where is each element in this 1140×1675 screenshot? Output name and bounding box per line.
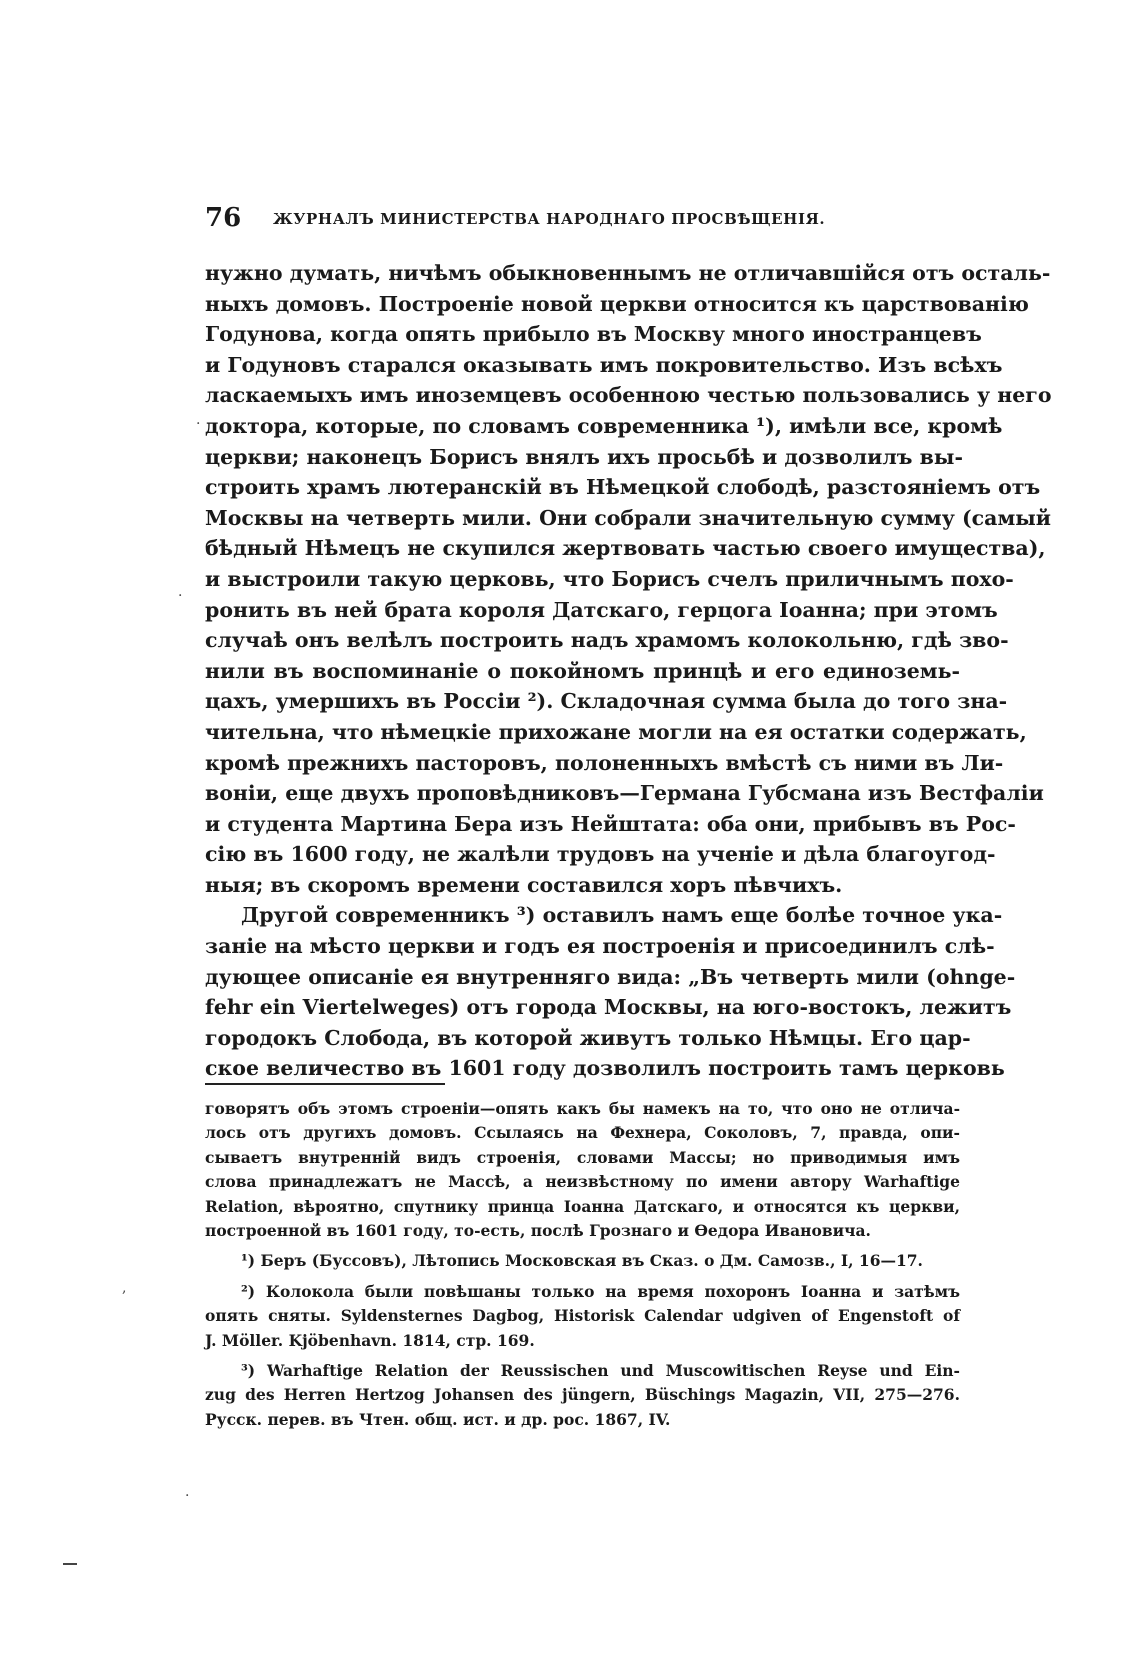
text-line: доктора, которые, по словамъ современника ¹), имѣли все, кромѣ bbox=[205, 413, 1003, 438]
text-line: Другой современникъ ³) оставилъ намъ еще болѣе точное ука- bbox=[241, 903, 1003, 928]
margin-dot: · bbox=[185, 1488, 190, 1504]
text-line: строить храмъ лютеранскій въ Нѣмецкой слободѣ, разстояніемъ отъ bbox=[205, 475, 1041, 500]
text-line: кромѣ прежнихъ пасторовъ, полоненныхъ вмѣстѣ съ ними въ Ли- bbox=[205, 750, 1004, 775]
footnote-line: Relation, вѣроятно, спутнику принца Іоанна Датскаго, и относятся къ церкви, bbox=[205, 1196, 960, 1216]
footnote-1: ¹) Беръ (Буссовъ), Лѣтопись Московская въ Сказ. о Дм. Самозв., I, 16—17. bbox=[241, 1251, 923, 1271]
text-line: и студента Мартина Бера изъ Нейштата: оба они, прибывъ въ Рос- bbox=[205, 811, 1016, 836]
footnotes bbox=[205, 1097, 960, 1432]
text-line: случаѣ онъ велѣлъ построить надъ храмомъ колокольню, гдѣ зво- bbox=[205, 628, 1009, 653]
text-line: и Годуновъ старался оказывать имъ покровительство. Изъ всѣхъ bbox=[205, 352, 1003, 377]
margin-dot: · bbox=[178, 588, 183, 604]
text-line: бѣдный Нѣмецъ не скупился жертвовать частью своего имущества), bbox=[205, 536, 1046, 561]
margin-dot: . bbox=[196, 412, 201, 428]
text-line: цахъ, умершихъ въ Россіи ²). Складочная сумма была до того зна- bbox=[205, 689, 1008, 714]
text-line: церкви; наконецъ Борисъ внялъ ихъ просьбѣ и дозволилъ вы- bbox=[205, 444, 963, 469]
text-line: чительна, что нѣмецкіе прихожане могли на ея остатки содержать, bbox=[205, 719, 1027, 744]
footnote-line: J. Möller. Kjöbenhavn. 1814, стр. 169. bbox=[205, 1330, 535, 1350]
text-line: сію въ 1600 году, не жалѣли трудовъ на ученіе и дѣла благоугод- bbox=[205, 842, 996, 867]
text-line: ныя; въ скоромъ времени составился хоръ пѣвчихъ. bbox=[205, 872, 843, 897]
text-line: Годунова, когда опять прибыло въ Москву много иностранцевъ bbox=[205, 322, 982, 347]
text-line: Москвы на четверть мили. Они собрали значительную сумму (самый bbox=[205, 505, 1052, 530]
text-line: нили въ воспоминаніе о покойномъ принцѣ и его единоземь- bbox=[205, 658, 960, 683]
footnote-line: zug des Herren Hertzog Johansen des jüngern, Büschings Magazin, VII, 275—276. bbox=[205, 1385, 960, 1405]
footnote-3: ³) Warhaftige Relation der Reussischen und Muscowitischen Reyse und Ein- bbox=[241, 1360, 960, 1380]
main-text bbox=[205, 258, 1052, 1084]
text-line: воніи, еще двухъ проповѣдниковъ—Германа Губсмана изъ Вестфаліи bbox=[205, 781, 1044, 806]
footnote-line: лось отъ другихъ домовъ. Ссылаясь на Фехнера, Соколовъ, 7, правда, опи- bbox=[205, 1123, 960, 1143]
text-line: дующее описаніе ея внутренняго вида: „Въ четверть мили (ohnge- bbox=[205, 964, 1016, 989]
text-line: fehr ein Viertelweges) отъ города Москвы, на юго-востокъ, лежитъ bbox=[205, 995, 1012, 1020]
text-line: ласкаемыхъ имъ иноземцевъ особенною честью пользовались у него bbox=[205, 383, 1052, 408]
text-line: нужно думать, ничѣмъ обыкновеннымъ не отличавшійся отъ осталь- bbox=[205, 261, 1051, 285]
margin-dash bbox=[63, 1563, 77, 1565]
text-line: ронить въ ней брата короля Датскаго, герцога Іоанна; при этомъ bbox=[205, 597, 998, 622]
footnote-line: сываетъ внутренній видъ строенія, словами Массы; но приводимыя имъ bbox=[205, 1147, 960, 1167]
running-head bbox=[205, 203, 965, 233]
footnote-2: ²) Колокола были повѣшаны только на время похоронъ Іоанна и затѣмъ bbox=[241, 1281, 960, 1301]
text-line: заніе на мѣсто церкви и годъ ея построенія и присоединилъ слѣ- bbox=[205, 934, 995, 959]
page-number: 76 bbox=[205, 203, 242, 233]
text-line: и выстроили такую церковь, что Борисъ счелъ приличнымъ похо- bbox=[205, 566, 1014, 591]
footnote-line: построенной въ 1601 году, то-есть, послѣ Грознаго и Ѳедора Ивановича. bbox=[205, 1220, 871, 1240]
footnote-rule bbox=[205, 1083, 445, 1085]
footnote-line: слова принадлежатъ не Массѣ, а неизвѣстному по имени автору Warhaftige bbox=[205, 1172, 960, 1192]
footnote-line: опять сняты. Syldensternes Dagbog, Historisk Calendar udgiven of Engenstoft of bbox=[205, 1306, 960, 1326]
margin-dot: , bbox=[122, 1280, 127, 1296]
text-line: ныхъ домовъ. Построеніе новой церкви относится къ царствованію bbox=[205, 291, 1029, 316]
footnote-line: Русск. перев. въ Чтен. общ. ист. и др. рос. 1867, IV. bbox=[205, 1409, 671, 1429]
journal-title: ЖУРНАЛЪ МИНИСТЕРСТВА НАРОДНАГО ПРОСВѢЩЕНІЯ. bbox=[273, 210, 826, 228]
text-line: ское величество въ 1601 году дозволилъ построить тамъ церковь bbox=[205, 1056, 1005, 1081]
footnote-line: говорятъ объ этомъ строеніи—опять какъ бы намекъ на то, что оно не отлича- bbox=[205, 1099, 960, 1118]
text-line: городокъ Слобода, въ которой живутъ только Нѣмцы. Его цар- bbox=[205, 1025, 971, 1050]
